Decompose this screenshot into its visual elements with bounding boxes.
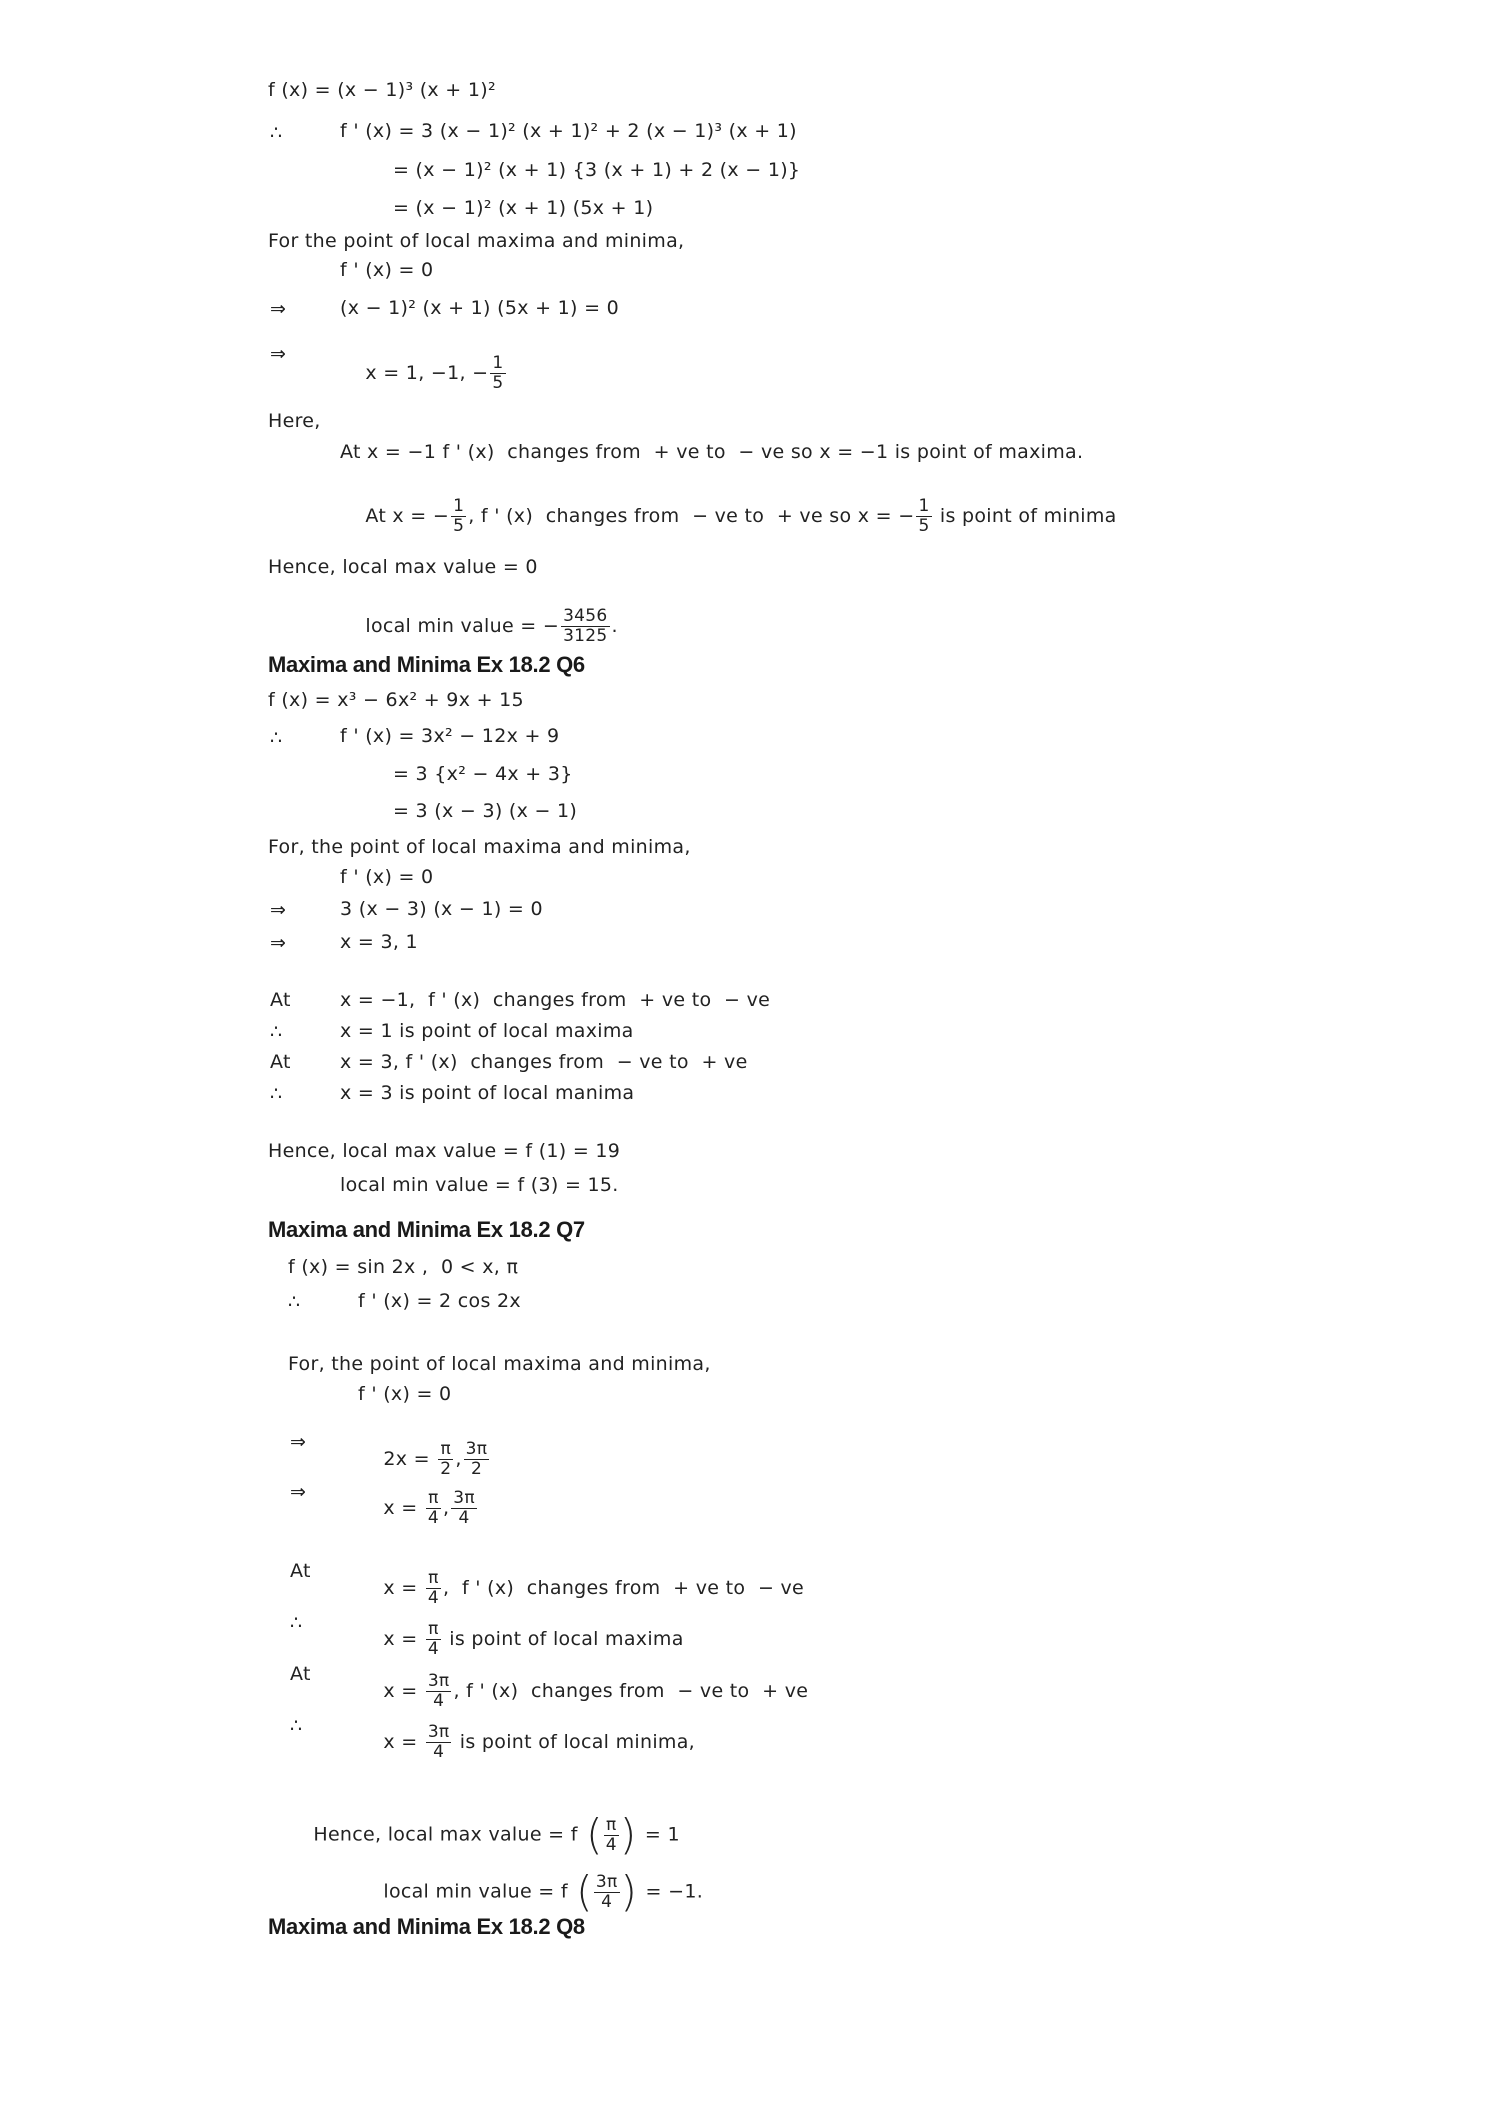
text-line: Here,: [268, 410, 321, 432]
numerator: π: [440, 1439, 452, 1459]
text-line: x = 3 is point of local manima: [340, 1082, 635, 1104]
text: Hence, local max value = f: [313, 1823, 585, 1846]
text-line: Hence, local max value = 0: [268, 556, 538, 578]
numerator: 3π: [427, 1722, 450, 1742]
equation-line: f ' (x) = 0: [358, 1383, 452, 1405]
at-label: At: [290, 1663, 311, 1685]
numerator: 3π: [453, 1488, 475, 1508]
denominator: 4: [458, 1508, 470, 1528]
fraction: [426, 1489, 441, 1528]
equation-line: f (x) = x³ − 6x² + 9x + 15: [268, 689, 524, 711]
numerator: π: [428, 1568, 439, 1588]
section-heading-q6: Maxima and Minima Ex 18.2 Q6: [268, 652, 585, 677]
therefore-symbol: ∴: [270, 1021, 283, 1043]
section-heading-q7: Maxima and Minima Ex 18.2 Q7: [268, 1217, 585, 1242]
equation-line: f ' (x) = 0: [340, 866, 434, 888]
implies-symbol: ⇒: [290, 1481, 307, 1503]
equation-line: f (x) = sin 2x , 0 < x, π: [288, 1256, 519, 1278]
text: = 1: [638, 1823, 680, 1846]
at-label: At: [290, 1560, 311, 1582]
fraction: [490, 354, 505, 393]
denominator: 5: [918, 516, 930, 536]
parenthesized-fraction: ( $\frac{\pi}{4}$ ): [586, 1810, 637, 1859]
equation-line: f ' (x) = 2 cos 2x: [358, 1290, 521, 1312]
text-line: For, the point of local maxima and minima,: [288, 1353, 711, 1375]
denominator: 4: [427, 1508, 439, 1528]
at-label: At: [270, 1051, 291, 1073]
fraction: [594, 1873, 620, 1912]
numerator: 3π: [465, 1439, 488, 1459]
fraction: [916, 497, 931, 536]
equation-line: (x − 1)² (x + 1) (5x + 1) = 0: [340, 297, 620, 319]
therefore-symbol: ∴: [270, 727, 283, 749]
numerator: π: [606, 1814, 617, 1835]
text: local min value = −: [365, 615, 560, 637]
section-heading-q8: Maxima and Minima Ex 18.2 Q8: [268, 1914, 585, 1939]
text: local min value = f: [383, 1880, 575, 1903]
numerator: 1: [453, 496, 465, 516]
implies-symbol: ⇒: [270, 899, 287, 921]
text: , f ' (x) changes from − ve to + ve: [453, 1680, 809, 1702]
text: At x = −: [365, 505, 450, 527]
equation-line: f ' (x) = 0: [340, 259, 434, 281]
comma: ,: [442, 1497, 450, 1519]
therefore-symbol: ∴: [288, 1291, 301, 1313]
numerator: 3π: [595, 1871, 618, 1892]
text-line: x = −1, f ' (x) changes from + ve to − ve: [340, 989, 771, 1011]
denominator: 2: [440, 1459, 452, 1479]
therefore-symbol: ∴: [270, 122, 283, 144]
denominator: 3125: [563, 626, 608, 646]
text: x =: [383, 1731, 424, 1753]
equation-line: x = 3, 1: [340, 931, 418, 953]
numerator: π: [428, 1488, 439, 1508]
equation-line: = (x − 1)² (x + 1) {3 (x + 1) + 2 (x − 1)}: [393, 159, 801, 181]
text: x =: [383, 1628, 424, 1650]
equation-line: = (x − 1)² (x + 1) (5x + 1): [393, 197, 654, 219]
denominator: 4: [433, 1742, 445, 1762]
denominator: 4: [427, 1639, 439, 1659]
denominator: 4: [601, 1891, 613, 1912]
text: 2x =: [383, 1448, 437, 1470]
text: , f ' (x) changes from + ve to − ve: [442, 1577, 805, 1599]
fraction: [451, 497, 466, 536]
numerator: 3π: [427, 1671, 450, 1691]
numerator: 3456: [563, 606, 608, 626]
equation-line: [358, 1467, 479, 1550]
text: x =: [383, 1577, 424, 1599]
equation-text: x = 1, −1, −: [365, 362, 489, 384]
parenthesized-fraction: ( $\frac{3\pi}{4}$ ): [576, 1867, 638, 1916]
text: x =: [383, 1680, 424, 1702]
fraction: [451, 1489, 477, 1528]
text: x =: [383, 1497, 424, 1519]
numerator: 1: [492, 353, 504, 373]
denominator: 4: [433, 1691, 445, 1711]
equation-line: = 3 {x² − 4x + 3}: [393, 763, 573, 785]
implies-symbol: ⇒: [270, 932, 287, 954]
denominator: 5: [492, 373, 504, 393]
fraction: [426, 1723, 452, 1762]
implies-symbol: ⇒: [290, 1431, 307, 1453]
therefore-symbol: ∴: [270, 1083, 283, 1105]
at-label: At: [270, 989, 291, 1011]
text: .: [611, 615, 618, 637]
equation-line: [340, 332, 508, 415]
text-line: [358, 1701, 695, 1784]
numerator: 1: [918, 496, 930, 516]
numerator: π: [428, 1619, 439, 1639]
equation-line: = 3 (x − 3) (x − 1): [393, 800, 578, 822]
implies-symbol: ⇒: [270, 343, 287, 365]
therefore-symbol: ∴: [290, 1715, 303, 1737]
therefore-symbol: ∴: [290, 1612, 303, 1634]
denominator: 5: [453, 516, 465, 536]
equation-line: f (x) = (x − 1)³ (x + 1)²: [268, 79, 496, 101]
comma: ,: [455, 1448, 462, 1470]
denominator: 4: [427, 1588, 439, 1608]
text-line: For, the point of local maxima and minima,: [268, 836, 691, 858]
text-line: For the point of local maxima and minima,: [268, 230, 685, 252]
equation-line: 3 (x − 3) (x − 1) = 0: [340, 898, 543, 920]
denominator: 4: [605, 1834, 617, 1855]
text: is point of minima: [933, 505, 1117, 527]
text-line: local min value = f (3) = 15.: [340, 1174, 619, 1196]
text: , f ' (x) changes from − ve to + ve so x = −: [468, 505, 915, 527]
text-line: x = 1 is point of local maxima: [340, 1020, 634, 1042]
text-line: At x = −1 f ' (x) changes from + ve to − ve so x = −1 is point of maxima.: [340, 441, 1084, 463]
fraction: [561, 607, 609, 646]
equation-line: f ' (x) = 3x² − 12x + 9: [340, 725, 560, 747]
text: is point of local minima,: [453, 1731, 695, 1753]
text: = −1.: [639, 1880, 704, 1903]
denominator: 2: [470, 1459, 483, 1479]
implies-symbol: ⇒: [270, 298, 287, 320]
text: is point of local maxima: [442, 1628, 684, 1650]
text-line: x = 3, f ' (x) changes from − ve to + ve: [340, 1051, 748, 1073]
text-line: [340, 475, 1117, 558]
equation-line: f ' (x) = 3 (x − 1)² (x + 1)² + 2 (x − 1)³ (x + 1): [340, 120, 797, 142]
text-line: Hence, local max value = f (1) = 19: [268, 1140, 621, 1162]
